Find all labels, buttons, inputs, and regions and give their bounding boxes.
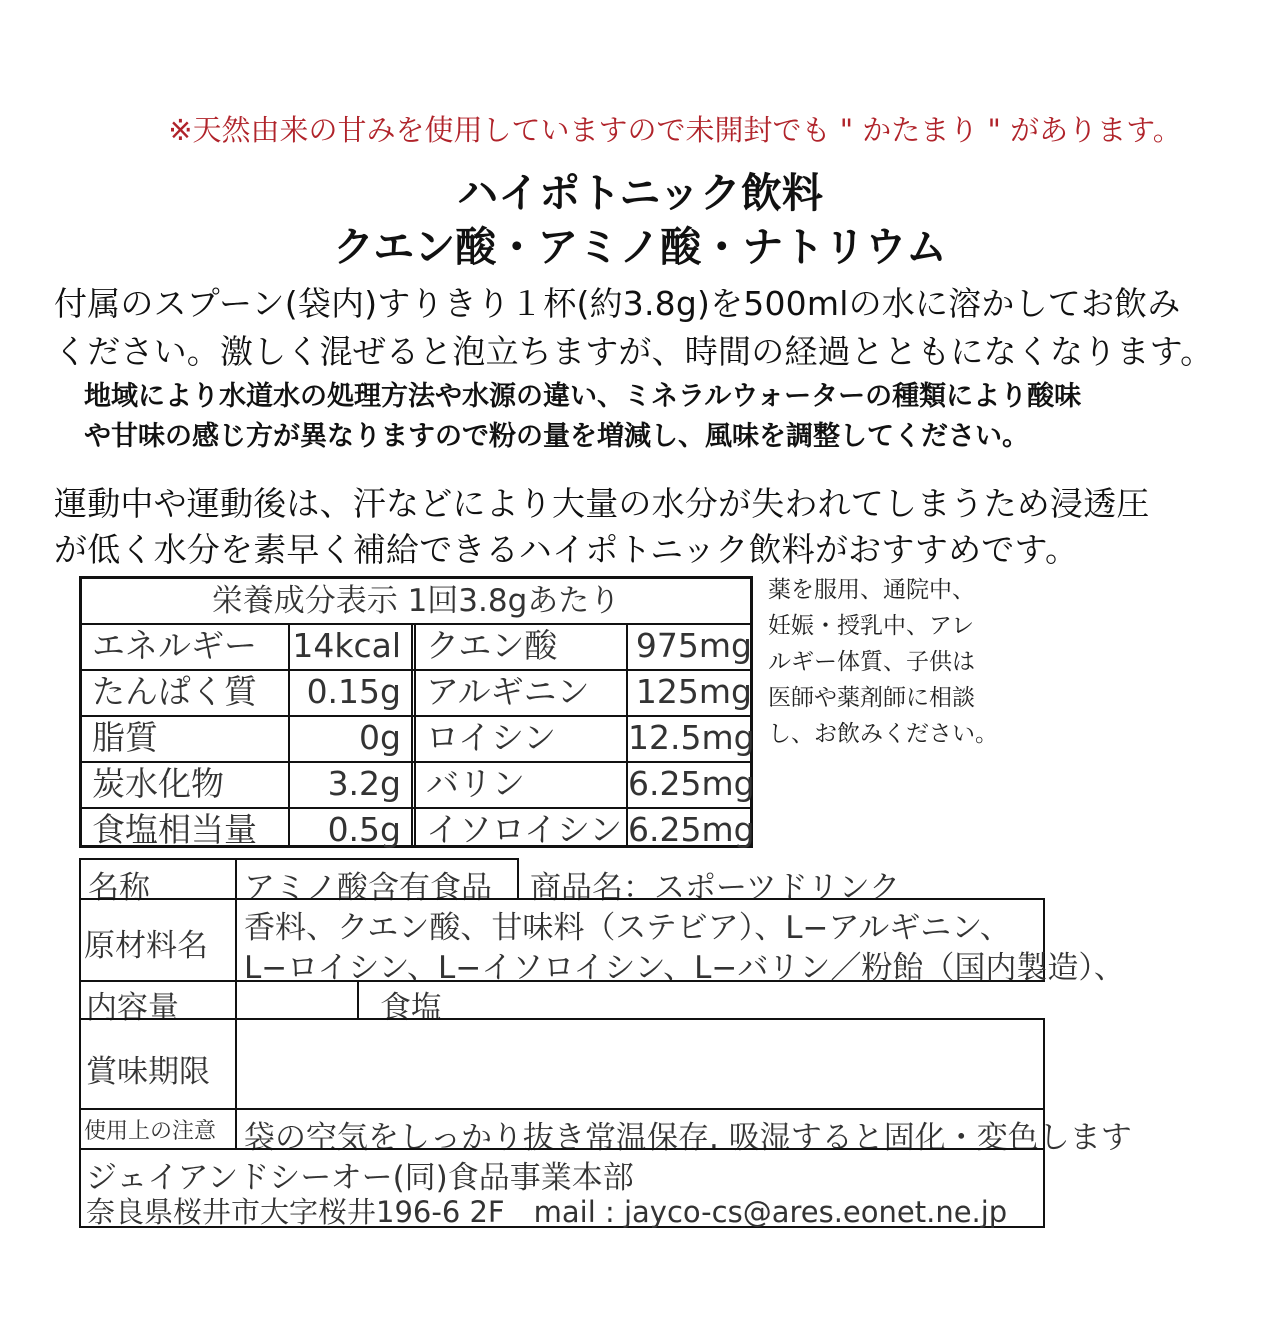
product-title: ハイポトニック飲料 [457, 169, 823, 217]
medical-caution-note [768, 572, 1038, 752]
volume-label: 内容量 [86, 990, 179, 1026]
ingredients-line-2: L−ロイシン、L−イソロイシン、L−バリン／粉飴（国内製造）、 [244, 950, 1125, 986]
nutrition-facts-table [79, 576, 753, 848]
nutrient-value: 6.25mg [628, 810, 755, 849]
instructions-line-2: ください。激しく混ぜると泡立ちますが、時間の経過とともになくなります。 [54, 332, 1214, 371]
nutrition-row [82, 761, 755, 809]
nutrient-name: アルギニン [416, 669, 628, 715]
recommendation-line-1: 運動中や運動後は、汗などにより大量の水分が失われてしまうため浸透圧 [54, 484, 1150, 523]
nutrient-value: 125mg [635, 672, 752, 711]
medical-caution-line: 薬を服用、通院中、 [768, 577, 975, 603]
ingredients-line-1: 香料、クエン酸、甘味料（ステビア）、L−アルギニン、 [244, 910, 1011, 946]
nutrient-value: 975mg [635, 626, 752, 665]
nutrient-name: エネルギー [82, 623, 290, 669]
nutrient-value: 14kcal [290, 623, 416, 669]
expiry-label: 賞味期限 [86, 1054, 210, 1090]
ingredients-label: 原材料名 [84, 928, 208, 964]
nutrient-value: 3.2g [290, 761, 416, 807]
name-label: 名称 [88, 870, 150, 906]
manufacturer-name: ジェイアンドシーオー(同)食品事業本部 [86, 1160, 634, 1196]
nutrient-value: 12.5mg [628, 718, 755, 757]
recommendation-line-2: が低く水分を素早く補給できるハイポトニック飲料がおすすめです。 [54, 530, 1079, 569]
manufacturer-address: 奈良県桜井市大字桜井196-6 2F mail : jayco-cs@ares.eonet.ne.jp [86, 1195, 1008, 1229]
nutrient-name: ロイシン [416, 715, 628, 761]
medical-caution-line: ルギー体質、子供は [768, 649, 975, 675]
nutrient-name: バリン [416, 761, 628, 807]
product-name: 商品名：スポーツドリンク [530, 870, 901, 906]
nutrient-name: クエン酸 [416, 623, 628, 669]
medical-caution-line: 医師や薬剤師に相談 [768, 685, 975, 711]
product-subtitle: クエン酸・アミノ酸・ナトリウム [333, 223, 947, 271]
nutrient-value: 6.25mg [628, 764, 755, 803]
caution-line-2: や甘味の感じ方が異なりますので粉の量を増減し、風味を調整してください。 [84, 421, 1029, 452]
nutrition-row [82, 807, 755, 849]
nutrient-name: イソロイシン [416, 807, 628, 848]
volume-value-cell [235, 980, 359, 1020]
caution-line-1: 地域により水道水の処理方法や水源の違い、ミネラルウォーターの種類により酸味 [84, 381, 1082, 412]
nutrient-value: 0.15g [290, 669, 416, 715]
nutrient-name: たんぱく質 [82, 669, 290, 715]
nutrition-row [82, 715, 755, 763]
name-value: アミノ酸含有食品 [244, 870, 492, 906]
nutrition-row [82, 623, 750, 671]
natural-sweetener-notice: ※天然由来の甘みを使用していますので未開封でも " かたまり " があります。 [168, 113, 1182, 147]
usage-label: 使用上の注意 [84, 1119, 217, 1144]
nutrient-value: 0.5g [290, 807, 416, 848]
nutrient-value: 0g [290, 715, 416, 761]
usage-value: 袋の空気をしっかり抜き常温保存. 吸湿すると固化・変色します [244, 1120, 1132, 1156]
instructions-line-1: 付属のスプーン(袋内)すりきり１杯(約3.8g)を500mlの水に溶かしてお飲み [54, 284, 1181, 323]
nutrient-name: 食塩相当量 [82, 807, 290, 848]
medical-caution-line: し、お飲みください。 [768, 721, 998, 747]
medical-caution-line: 妊娠・授乳中、アレ [768, 613, 975, 639]
nutrition-header: 栄養成分表示 1回3.8gあたり [82, 579, 750, 625]
nutrient-name: 脂質 [82, 715, 290, 761]
ingredients-line-3: 食塩 [380, 990, 442, 1026]
nutrient-name: 炭水化物 [82, 761, 290, 807]
nutrition-row [82, 669, 750, 717]
